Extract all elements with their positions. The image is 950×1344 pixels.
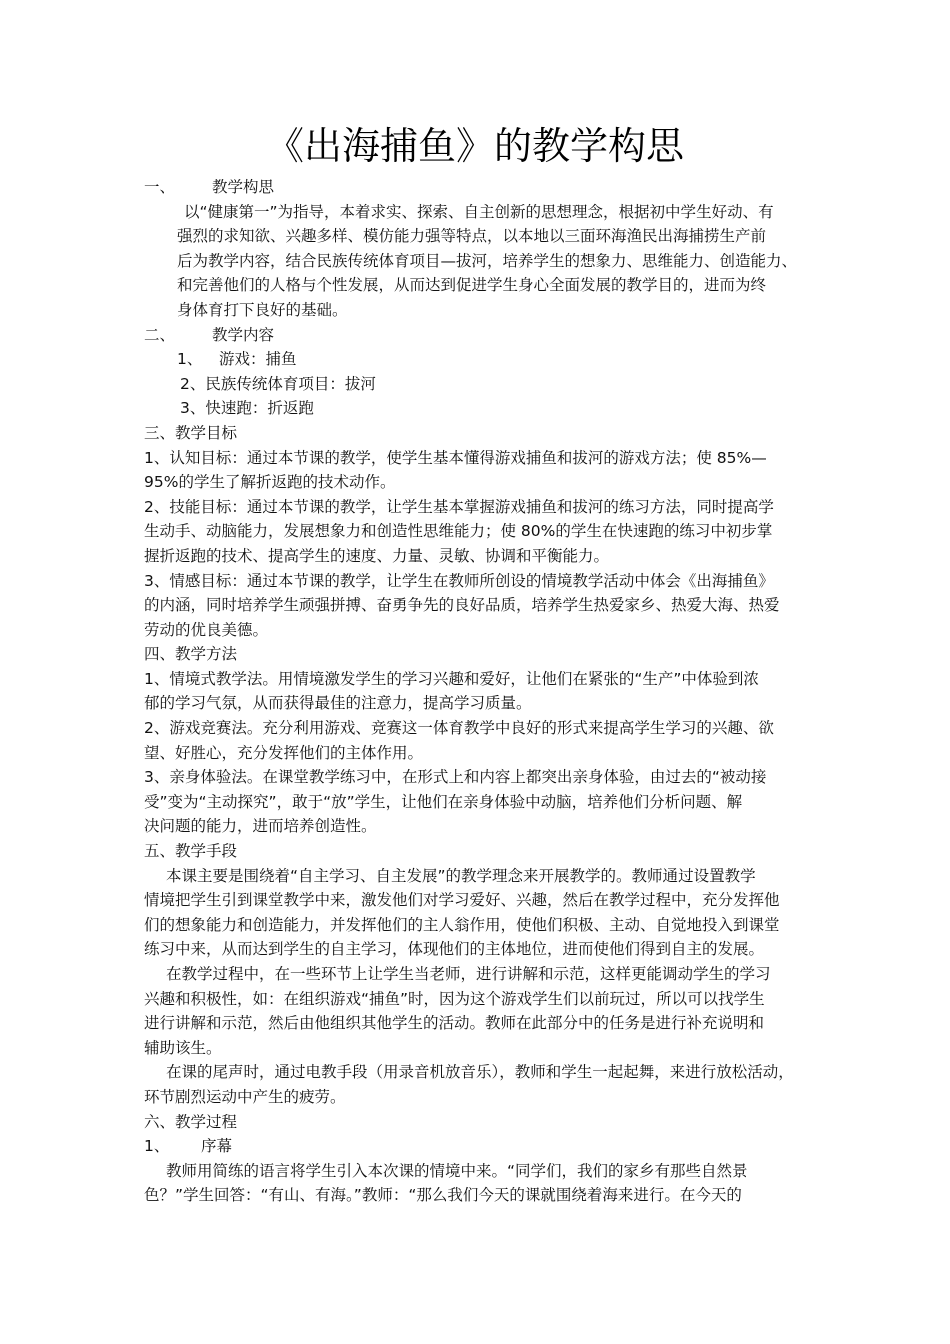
text-line: 教师用简练的语言将学生引入本次课的情境中来。“同学们，我们的家乡有那些自然景 bbox=[166, 1161, 748, 1180]
text-line: 兴趣和积极性，如：在组织游戏“捕鱼”时，因为这个游戏学生们以前玩过，所以可以找学生 bbox=[144, 989, 765, 1008]
subsection-number: 1、 bbox=[144, 1137, 170, 1156]
subsection-title: 序幕 bbox=[201, 1137, 233, 1156]
text-line: 色？”学生回答：“有山、有海。”教师：“那么我们今天的课就围绕着海来进行。在今天的 bbox=[144, 1186, 742, 1205]
text-line: 和完善他们的人格与个性发展，从而达到促进学生身心全面发展的教学目的，进而为终 bbox=[177, 276, 767, 295]
text-line: 2、游戏竞赛法。充分利用游戏、竞赛这一体育教学中良好的形式来提高学生学习的兴趣、欲 bbox=[144, 719, 774, 738]
text-line: 进行讲解和示范，然后由他组织其他学生的活动。教师在此部分中的任务是进行补充说明和 bbox=[144, 1014, 765, 1033]
text-line: 后为教学内容，结合民族传统体育项目—拔河，培养学生的想象力、思维能力、创造能力、 bbox=[177, 251, 798, 270]
section-number: 一、 bbox=[144, 178, 176, 196]
text-line: 握折返跑的技术、提高学生的速度、力量、灵敏、协调和平衡能力。 bbox=[144, 546, 610, 565]
list-item bbox=[144, 347, 824, 372]
text-line: 生动手、动脑能力，发展想象力和创造性思维能力；使 80%的学生在快速跑的练习中初步掌 bbox=[144, 522, 773, 541]
section-heading-5: 五、教学手段 bbox=[144, 842, 238, 861]
list-text: 游戏：捕鱼 bbox=[219, 350, 297, 369]
text-line: 本课主要是围绕着“自主学习、自主发展”的教学理念来开展教学的。教师通过设置教学 bbox=[166, 866, 756, 885]
text-line: 情境把学生引到课堂教学中来，激发他们对学习爱好、兴趣，然后在教学过程中，充分发挥他 bbox=[144, 891, 780, 910]
section-heading-3: 三、教学目标 bbox=[144, 423, 238, 442]
text-line: 郁的学习气氛，从而获得最佳的注意力，提高学习质量。 bbox=[144, 694, 532, 713]
text-line: 强烈的求知欲、兴趣多样、模仿能力强等特点，以本地以三面环海渔民出海捕捞生产前 bbox=[177, 227, 767, 246]
document-body bbox=[144, 175, 824, 1208]
text-line: 受”变为“主动探究”，敢于“放”学生，让他们在亲身体验中动脑，培养他们分析问题、解 bbox=[144, 792, 743, 811]
text-line: 1、情境式教学法。用情境激发学生的学习兴趣和爱好，让他们在紧张的“生产”中体验到浓 bbox=[144, 669, 759, 688]
list-item: 3、快速跑：折返跑 bbox=[180, 399, 314, 418]
text-line: 的内涵，同时培养学生顽强拼搏、奋勇争先的良好品质，培养学生热爱家乡、热爱大海、热爱 bbox=[144, 596, 780, 615]
section-heading-1 bbox=[144, 175, 824, 200]
text-line: 在课的尾声时，通过电教手段（用录音机放音乐），教师和学生一起起舞，来进行放松活动， bbox=[166, 1063, 794, 1082]
text-line: 辅助该生。 bbox=[144, 1038, 222, 1057]
document-title: 《出海捕鱼》的教学构思 bbox=[265, 124, 684, 168]
text-line: 决问题的能力，进而培养创造性。 bbox=[144, 817, 377, 836]
text-line: 1、认知目标：通过本节课的教学，使学生基本懂得游戏捕鱼和拔河的游戏方法；使 85%— bbox=[144, 448, 767, 467]
text-line: 3、情感目标：通过本节课的教学，让学生在教师所创设的情境教学活动中体会《出海捕鱼》 bbox=[144, 571, 774, 590]
text-line: 95%的学生了解折返跑的技术动作。 bbox=[144, 473, 396, 492]
text-line: 望、好胜心，充分发挥他们的主体作用。 bbox=[144, 743, 424, 762]
text-line: 2、技能目标：通过本节课的教学，让学生基本掌握游戏捕鱼和拔河的练习方法，同时提高学 bbox=[144, 497, 774, 516]
subsection-heading bbox=[144, 1134, 824, 1159]
text-line: 在教学过程中，在一些环节上让学生当老师，进行讲解和示范，这样更能调动学生的学习 bbox=[166, 965, 771, 983]
section-number: 二、 bbox=[144, 325, 176, 344]
text-line: 3、亲身体验法。在课堂教学练习中，在形式上和内容上都突出亲身体验，由过去的“被动接 bbox=[144, 768, 767, 787]
section-heading-6: 六、教学过程 bbox=[144, 1112, 238, 1131]
list-item: 2、民族传统体育项目：拔河 bbox=[180, 374, 376, 393]
text-line: 们的想象能力和创造能力，并发挥他们的主人翁作用，使他们积极、主动、自觉地投入到课堂 bbox=[144, 915, 780, 934]
list-number: 1、 bbox=[177, 350, 203, 369]
section-heading-4: 四、教学方法 bbox=[144, 645, 238, 664]
text-line: 环节剧烈运动中产生的疲劳。 bbox=[144, 1087, 346, 1106]
text-line: 身体育打下良好的基础。 bbox=[177, 300, 348, 319]
section-title: 教学构思 bbox=[212, 178, 275, 196]
section-title: 教学内容 bbox=[212, 325, 275, 344]
text-line: 以“健康第一”为指导，本着求实、探索、自主创新的思想理念，根据初中学生好动、有 bbox=[184, 202, 774, 221]
text-line: 劳动的优良美德。 bbox=[144, 620, 269, 639]
section-heading-2 bbox=[144, 323, 824, 348]
text-line: 练习中来，从而达到学生的自主学习，体现他们的主体地位，进而使他们得到自主的发展。 bbox=[144, 940, 765, 959]
section-1-body bbox=[144, 200, 824, 323]
